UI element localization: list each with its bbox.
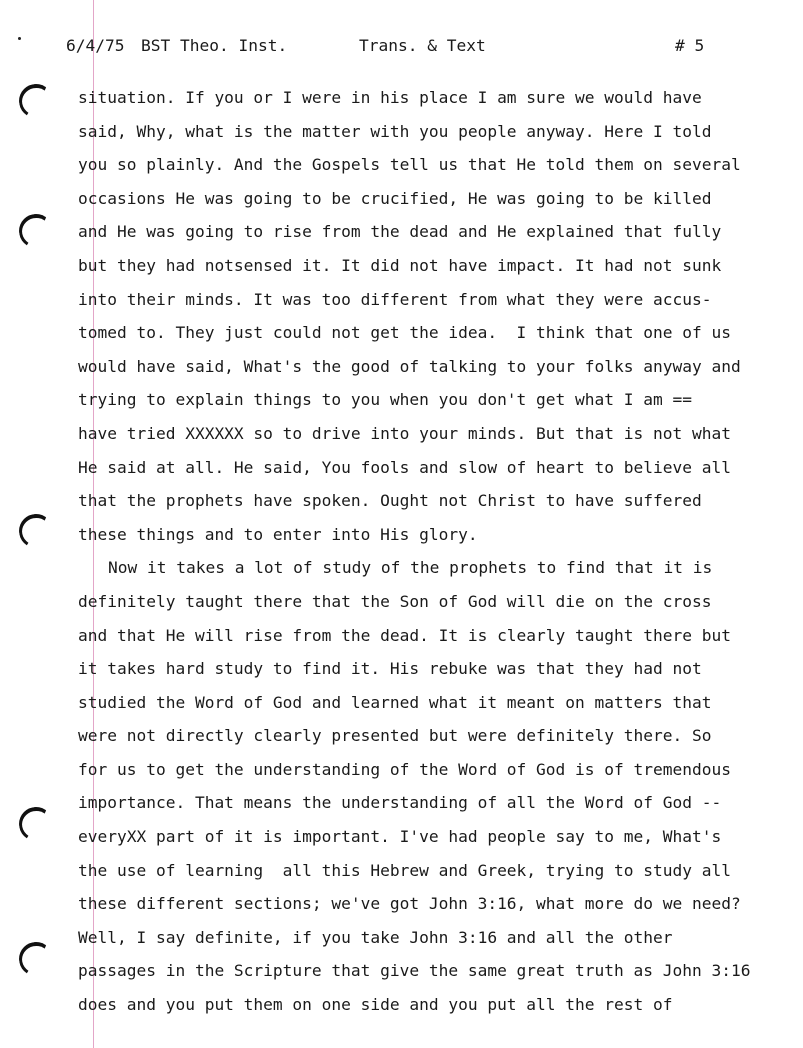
text-line: that the prophets have spoken. Ought not Christ to have suffered [78,491,702,511]
text-line: for us to get the understanding of the Word of God is of tremendous [78,759,731,779]
text-line: passages in the Scripture that give the same great truth as John 3:16 [78,961,751,981]
binder-hole-mark [16,211,56,251]
text-line: importance. That means the understanding of all the Word of God -- [78,793,722,813]
text-line: does and you put them on one side and you put all the rest of [78,995,673,1015]
text-line: trying to explain things to you when you don't get what I am == [78,390,692,410]
text-line: said, Why, what is the matter with you people anyway. Here I told [78,121,712,141]
text-line: have tried XXXXXX so to drive into your minds. But that is not what [78,423,731,443]
text-line: He said at all. He said, You fools and slow of heart to believe all [78,457,731,477]
text-line: and that He will rise from the dead. It is clearly taught there but [78,625,731,645]
header-date: 6/4/75 [66,36,125,55]
header-course: BST Theo. Inst. [141,36,288,55]
text-line: it takes hard study to find it. His rebuke was that they had not [78,659,702,679]
binder-hole-mark [16,81,56,121]
text-line: studied the Word of God and learned what it meant on matters that [78,692,712,712]
text-line: these different sections; we've got John 3:16, what more do we need? [78,894,741,914]
paragraph-start-line: Now it takes a lot of study of the prophets to find that it is [108,558,713,578]
header-title: Trans. & Text [359,36,486,55]
text-line: would have said, What's the good of talking to your folks anyway and [78,356,741,376]
binder-hole-mark [16,939,56,979]
page-header [0,34,803,58]
text-line: but they had notsensed it. It did not have impact. It had not sunk [78,255,722,275]
text-line: into their minds. It was too different from what they were accus- [78,289,712,309]
text-line: and He was going to rise from the dead and He explained that fully [78,222,722,242]
text-line: everyXX part of it is important. I've had people say to me, What's [78,827,722,847]
binder-hole-mark [16,804,56,844]
text-line: definitely taught there that the Son of God will die on the cross [78,591,712,611]
text-line: occasions He was going to be crucified, He was going to be killed [78,188,712,208]
text-line: were not directly clearly presented but were definitely there. So [78,726,712,746]
body-text [78,81,790,1022]
binder-hole-mark [16,511,56,551]
text-line: situation. If you or I were in his place I am sure we would have [78,88,702,107]
text-line: tomed to. They just could not get the idea. I think that one of us [78,323,731,343]
text-line: you so plainly. And the Gospels tell us that He told them on several [78,155,741,175]
text-line: Well, I say definite, if you take John 3:16 and all the other [78,927,673,947]
text-line: the use of learning all this Hebrew and Greek, trying to study all [78,860,731,880]
header-page-number: # 5 [675,36,705,55]
text-line: these things and to enter into His glory. [78,524,478,544]
